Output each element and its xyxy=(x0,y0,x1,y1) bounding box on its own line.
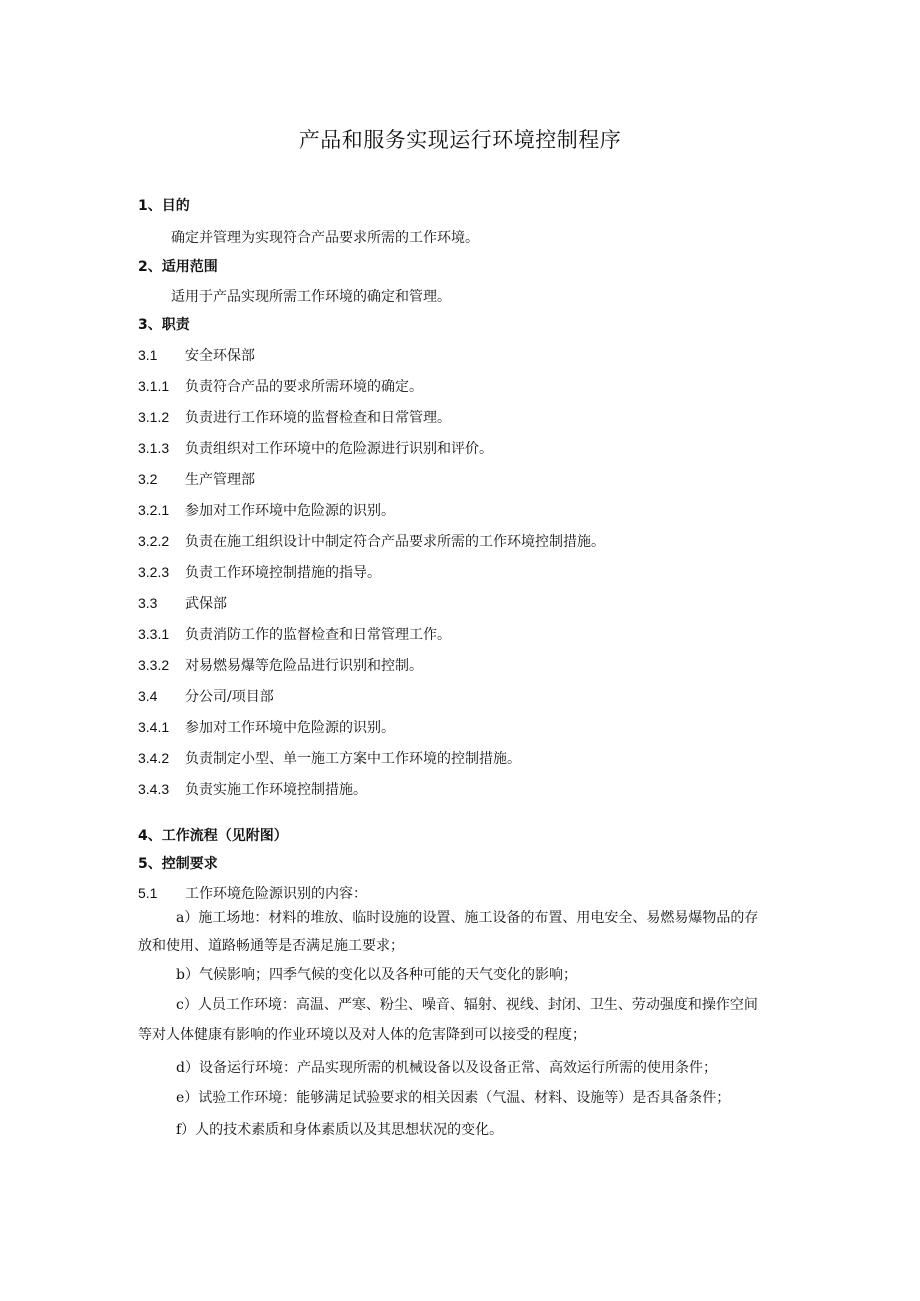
item-text: 负责符合产品的要求所需环境的确定。 xyxy=(185,379,423,395)
list-item xyxy=(138,655,423,676)
item-number: 3.3.1 xyxy=(138,626,170,642)
section-5-heading: 5、控制要求 xyxy=(138,856,218,872)
item-number: 3.4.1 xyxy=(138,719,170,735)
item-number: 3.1.1 xyxy=(138,378,170,394)
document-title: 产品和服务实现运行环境控制程序 xyxy=(298,128,622,152)
list-item xyxy=(138,748,521,769)
item-f: f）人的技术素质和身体素质以及其思想状况的变化。 xyxy=(176,1122,504,1138)
item-number: 3.2.1 xyxy=(138,502,170,518)
item-number: 5.1 xyxy=(138,885,158,901)
item-text: 武保部 xyxy=(185,596,227,612)
item-text: 安全环保部 xyxy=(185,348,255,364)
list-item xyxy=(138,531,605,552)
list-item xyxy=(138,345,255,366)
subsection-5-1 xyxy=(138,883,367,904)
list-item xyxy=(138,593,227,614)
item-text: 负责制定小型、单一施工方案中工作环境的控制措施。 xyxy=(185,751,521,767)
item-text: 负责在施工组织设计中制定符合产品要求所需的工作环境控制措施。 xyxy=(185,534,605,550)
list-item xyxy=(138,407,451,428)
item-number: 3.4.2 xyxy=(138,750,170,766)
section-2-body: 适用于产品实现所需工作环境的确定和管理。 xyxy=(171,289,451,305)
section-1-body: 确定并管理为实现符合产品要求所需的工作环境。 xyxy=(171,230,479,246)
list-item xyxy=(138,500,395,521)
item-number: 3.2 xyxy=(138,471,158,487)
section-2-heading: 2、适用范围 xyxy=(138,259,218,275)
item-text: 负责进行工作环境的监督检查和日常管理。 xyxy=(185,410,451,426)
item-e: e）试验工作环境：能够满足试验要求的相关因素（气温、材料、设施等）是否具备条件； xyxy=(176,1090,731,1106)
item-text: 生产管理部 xyxy=(185,472,255,488)
list-item xyxy=(138,779,367,800)
item-d: d）设备运行环境：产品实现所需的机械设备以及设备正常、高效运行所需的使用条件； xyxy=(176,1060,717,1076)
item-a-line-1: a）施工场地：材料的堆放、临时设施的设置、施工设备的布置、用电安全、易燃易爆物品的存 xyxy=(176,910,759,926)
item-number: 3.1.2 xyxy=(138,409,170,425)
section-4-heading: 4、工作流程（见附图） xyxy=(138,828,288,844)
item-text: 参加对工作环境中危险源的识别。 xyxy=(185,503,395,519)
item-text: 负责工作环境控制措施的指导。 xyxy=(185,565,381,581)
item-c-line-2: 等对人体健康有影响的作业环境以及对人体的危害降到可以接受的程度； xyxy=(138,1027,586,1043)
list-item xyxy=(138,376,423,397)
item-a-line-2: 放和使用、道路畅通等是否满足施工要求； xyxy=(138,938,404,954)
section-1-heading: 1、目的 xyxy=(138,198,190,214)
list-item xyxy=(138,562,381,583)
item-text: 对易燃易爆等危险品进行识别和控制。 xyxy=(185,658,423,674)
item-b: b）气候影响；四季气候的变化以及各种可能的天气变化的影响； xyxy=(176,967,577,983)
list-item xyxy=(138,469,255,490)
item-number: 3.2.2 xyxy=(138,533,170,549)
item-text: 工作环境危险源识别的内容： xyxy=(185,886,367,902)
item-text: 分公司/项目部 xyxy=(185,689,274,705)
list-item xyxy=(138,717,395,738)
item-number: 3.2.3 xyxy=(138,564,170,580)
item-text: 负责实施工作环境控制措施。 xyxy=(185,782,367,798)
list-item xyxy=(138,438,493,459)
item-number: 3.1.3 xyxy=(138,440,170,456)
item-number: 3.3 xyxy=(138,595,158,611)
item-c-line-1: c）人员工作环境：高温、严寒、粉尘、噪音、辐射、视线、封闭、卫生、劳动强度和操作空间 xyxy=(176,997,758,1013)
item-number: 3.1 xyxy=(138,347,158,363)
item-text: 负责组织对工作环境中的危险源进行识别和评价。 xyxy=(185,441,493,457)
section-3-heading: 3、职责 xyxy=(138,317,190,333)
item-text: 负责消防工作的监督检查和日常管理工作。 xyxy=(185,627,451,643)
item-number: 3.4.3 xyxy=(138,781,170,797)
list-item xyxy=(138,686,274,707)
item-text: 参加对工作环境中危险源的识别。 xyxy=(185,720,395,736)
list-item xyxy=(138,624,451,645)
item-number: 3.3.2 xyxy=(138,657,170,673)
item-number: 3.4 xyxy=(138,688,158,704)
